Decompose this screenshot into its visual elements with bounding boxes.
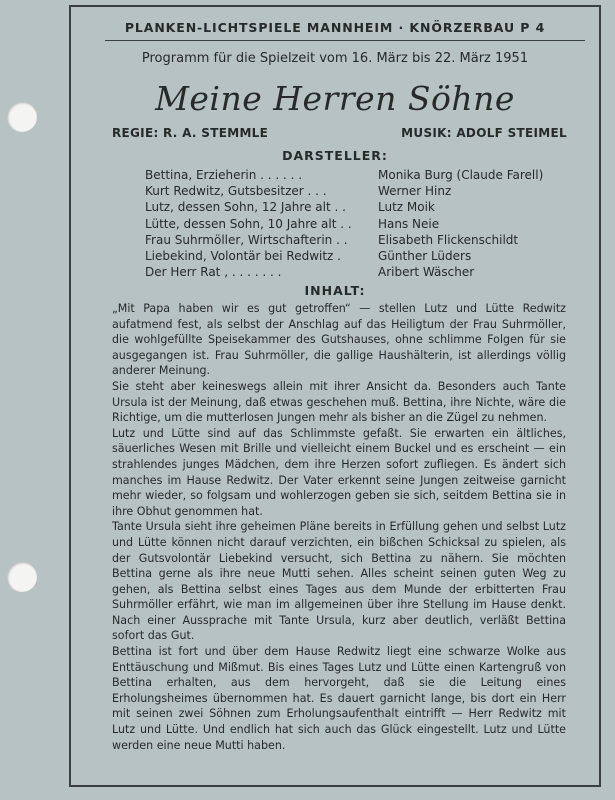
synopsis-paragraph: Bettina ist fort und über dem Hause Redwitz liegt eine schwarze Wolke aus Enttäuschung und Mißmut. Bis eines Tages Lutz und Lütte einen Kartengruß von Bettina erhalten, aus dem hervorgeht, daß sie die Leitung eines Erholungsheimes übernommen hat. Es dauert garnicht lange, bis dort ein Herr mit seinen zwei Söhnen zum Erholungsaufenthalt eintrifft — Herr Redwitz mit Lutz und Lütte. Und endlich hat sich auch das Glück eingestellt. Lutz und Lütte werden eine neue Mutti haben. [112,645,566,752]
cast-actor: Günther Lüders [378,248,472,263]
cast-role: Liebekind, Volontär bei Redwitz . [145,248,341,263]
cast-row [145,249,565,265]
cast-heading: DARSTELLER: [282,148,388,163]
header-rule [105,40,585,41]
cast-actor: Hans Neie [378,216,440,231]
punch-hole-top [7,102,37,132]
cast-row [145,200,565,216]
director-credit: REGIE: R. A. STEMMLE [112,126,269,140]
cast-list [145,168,565,281]
cast-role: Lutz, dessen Sohn, 12 Jahre alt . . [145,200,346,215]
cinema-header: PLANKEN-LICHTSPIELE MANNHEIM · KNÖRZERBAU P 4 [124,20,546,35]
synopsis [112,301,566,753]
cast-row [145,233,565,249]
film-title: Meine Herren Söhne [155,79,515,118]
cast-row [145,217,565,233]
cast-role: Der Herr Rat , . . . . . . . [145,265,282,280]
cast-actor: Werner Hinz [378,184,452,199]
cast-row [145,184,565,200]
synopsis-paragraph: Tante Ursula sieht ihre geheimen Pläne bereits in Erfüllung gehen und selbst Lutz und Lütte können nicht darauf verzichten, ein bißchen Schicksal zu spielen, als der Gutsvolontär Liebekind versucht, sich Bettina zu nähern. Sie möchten Bettina gerne als ihre neue Mutti sehen. Alles scheint seinen guten Weg zu gehen, als Bettina selbst eines Tages aus dem Munde der erbitterten Frau Suhrmöller erfährt, wie man im allgemeinen über ihre Stellung im Hause denkt. Nach einer Aussprache mit Tante Ursula, kurz aber deutlich, verläßt Bettina sofort das Gut. [112,520,566,643]
cast-role: Kurt Redwitz, Gutsbesitzer . . . [145,184,327,199]
cast-actor: Monika Burg (Claude Farell) [378,168,544,182]
cast-role: Bettina, Erzieherin . . . . . . [145,168,303,182]
cast-role: Lütte, dessen Sohn, 10 Jahre alt . . [145,216,352,231]
synopsis-paragraph: „Mit Papa haben wir es gut getroffen“ — stellen Lutz und Lütte Redwitz aufatmend fest, als selbst der Anschlag auf das Heiligtum der Frau Suhrmöller, die wohlgefüllte Speisekammer des Gutshauses, ohne schlimme Folgen für sie ausgegangen ist. Frau Suhrmöller, die gallige Haushälterin, ist allerdings völlig anderer Meinung. [112,302,566,378]
cast-actor: Elisabeth Flickenschildt [378,232,519,247]
punch-hole-bottom [7,562,37,592]
cast-role: Frau Suhrmöller, Wirtschafterin . . [145,232,348,247]
cast-actor: Lutz Moik [378,200,435,215]
cast-row [145,265,565,281]
program-dates: Programm für die Spielzeit vom 16. März bis 22. März 1951 [141,51,529,66]
content-heading: INHALT: [304,283,366,298]
synopsis-paragraph: Sie steht aber keineswegs allein mit ihrer Ansicht da. Besonders auch Tante Ursula ist der Meinung, daß etwas geschehen muß. Bettina, ihre Nichte, wäre die Richtige, um die mutterlosen Jungen mehr als bisher an die Zügel zu nehmen. [112,379,566,425]
synopsis-paragraph: Lutz und Lütte sind auf das Schlimmste gefaßt. Sie erwarten ein ältliches, säuerliches Wesen mit Brille und vielleicht einem Buckel und es erscheint — ein strahlendes junges Mädchen, dem ihre Herzen sofort zufliegen. Es ändert sich manches im Hause Redwitz. Der Vater erkennt seine Jungen zeitweise garnicht mehr wieder, so folgsam und wohlerzogen geben sie sich, seitdem Bettina sie in ihre Obhut genommen hat. [112,426,566,518]
cast-actor: Aribert Wäscher [378,265,475,280]
music-credit: MUSIK: ADOLF STEIMEL [401,126,567,140]
cast-row [145,168,565,184]
